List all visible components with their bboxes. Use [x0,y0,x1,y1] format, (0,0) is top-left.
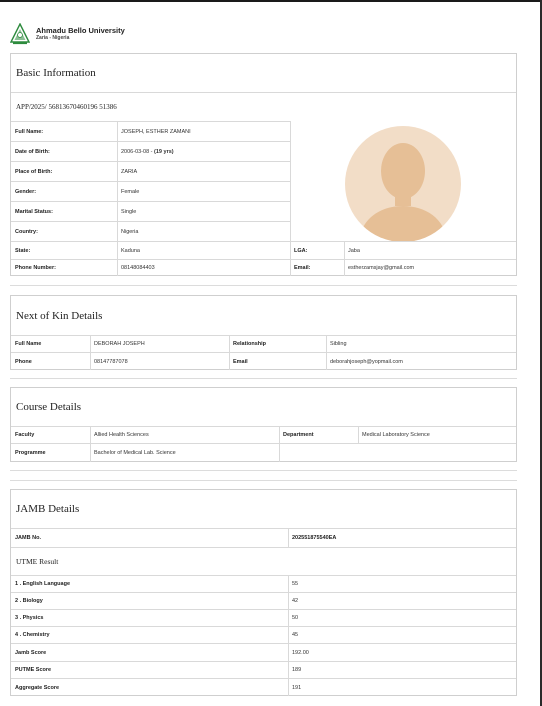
subject-score: 42 [292,598,299,604]
label-place-of-birth: Place of Birth: [15,168,53,175]
kin-row-name-relationship [11,335,516,352]
jamb-details-card [10,489,517,696]
info-row-gender [11,181,290,201]
aggregate-score-row [11,678,516,696]
application-number-row [11,92,516,121]
label-phone-number: Phone Number: [15,265,56,271]
value-putme-score: 189 [292,667,302,673]
subject-score: 55 [292,581,299,587]
label-kin-email: Email [233,358,248,365]
jamb-row-number [11,528,516,547]
utme-result-header [11,547,516,575]
value-jamb-number: 202551875540EA [292,535,337,541]
info-row-state-lga [11,241,516,259]
dob-date: 2006-03-08 - [121,148,153,155]
label-jamb-score: Jamb Score [15,649,47,656]
label-full-name: Full Name: [15,128,44,135]
value-country: Nigeria [121,228,139,235]
top-border [0,0,542,2]
person-silhouette-icon [345,126,461,242]
section-divider [10,378,517,379]
value-state: Kaduna [121,247,140,254]
subject-score: 45 [292,632,299,638]
application-number: APP/2025/ 56813670460196 51386 [16,103,117,111]
label-faculty: Faculty [15,432,35,438]
label-kin-phone: Phone [15,358,32,365]
jamb-score-row [11,643,516,661]
value-email: estherzamsjay@gmail.com [348,265,415,271]
info-row-date-of-birth [11,141,290,161]
value-programme: Bachelor of Medical Lab. Science [94,450,176,456]
basic-information-card [10,53,517,276]
subject-row [11,609,516,626]
value-kin-full-name: DEBORAH JOSEPH [94,341,145,347]
label-aggregate-score: Aggregate Score [15,684,60,691]
label-state: State: [15,247,31,254]
label-country: Country: [15,228,38,235]
label-lga: LGA: [294,247,308,254]
label-kin-full-name: Full Name [15,341,42,347]
jamb-details-title: JAMB Details [16,503,80,515]
section-divider [10,470,517,471]
subject-row [11,575,516,592]
value-phone-number: 08148084403 [121,265,155,271]
value-date-of-birth [121,142,174,161]
subject-row [11,592,516,609]
value-faculty: Allied Health Sciences [94,432,149,438]
value-marital-status: Single [121,208,137,215]
next-of-kin-card [10,295,517,370]
subject-score: 50 [292,615,299,621]
info-row-marital-status [11,201,290,221]
info-row-place-of-birth [11,161,290,181]
info-row-full-name [11,121,290,141]
section-divider [10,480,517,481]
dob-age: (19 yrs) [154,148,174,155]
subject-label: 2 . Biology [15,598,43,604]
value-place-of-birth: ZARIA [121,168,138,175]
value-full-name: JOSEPH, ESTHER ZAMANI [121,128,191,135]
label-email: Email: [294,265,311,271]
value-department: Medical Laboratory Science [362,432,430,438]
university-name: Ahmadu Bello University [36,26,125,35]
university-location: Zaria - Nigeria [36,35,70,41]
subject-label: 3 . Physics [15,615,44,621]
value-gender: Female [121,188,140,195]
value-jamb-score: 192.00 [292,649,309,656]
course-details-card [10,387,517,462]
subject-label: 4 . Chemistry [15,632,50,638]
kin-row-phone-email [11,352,516,370]
basic-information-title: Basic Information [16,67,96,79]
putme-score-row [11,661,516,678]
value-aggregate-score: 191 [292,684,302,691]
next-of-kin-title: Next of Kin Details [16,309,103,322]
label-gender: Gender: [15,188,37,195]
label-date-of-birth: Date of Birth: [15,148,50,155]
page-header [10,23,125,45]
university-logo-icon [10,23,30,45]
label-jamb-number: JAMB No. [15,535,41,541]
course-details-title: Course Details [16,401,82,413]
info-row-phone-email [11,259,516,276]
course-row-faculty-department [11,426,516,443]
utme-result-title: UTME Result [16,557,59,566]
course-row-programme [11,443,516,462]
section-divider [10,285,517,286]
value-kin-phone: 08147787078 [94,358,128,365]
label-relationship: Relationship [233,341,267,347]
label-putme-score: PUTME Score [15,667,52,673]
value-kin-email: deborahjoseph@yopmail.com [330,358,403,365]
subject-label: 1 . English Language [15,581,71,587]
profile-photo-avatar [345,126,461,242]
label-department: Department [283,432,314,438]
label-marital-status: Marital Status: [15,208,53,215]
value-relationship: Sibling [330,341,347,347]
info-row-country [11,221,290,241]
value-lga: Jaba [348,247,360,254]
subject-row [11,626,516,643]
label-programme: Programme [15,450,46,456]
